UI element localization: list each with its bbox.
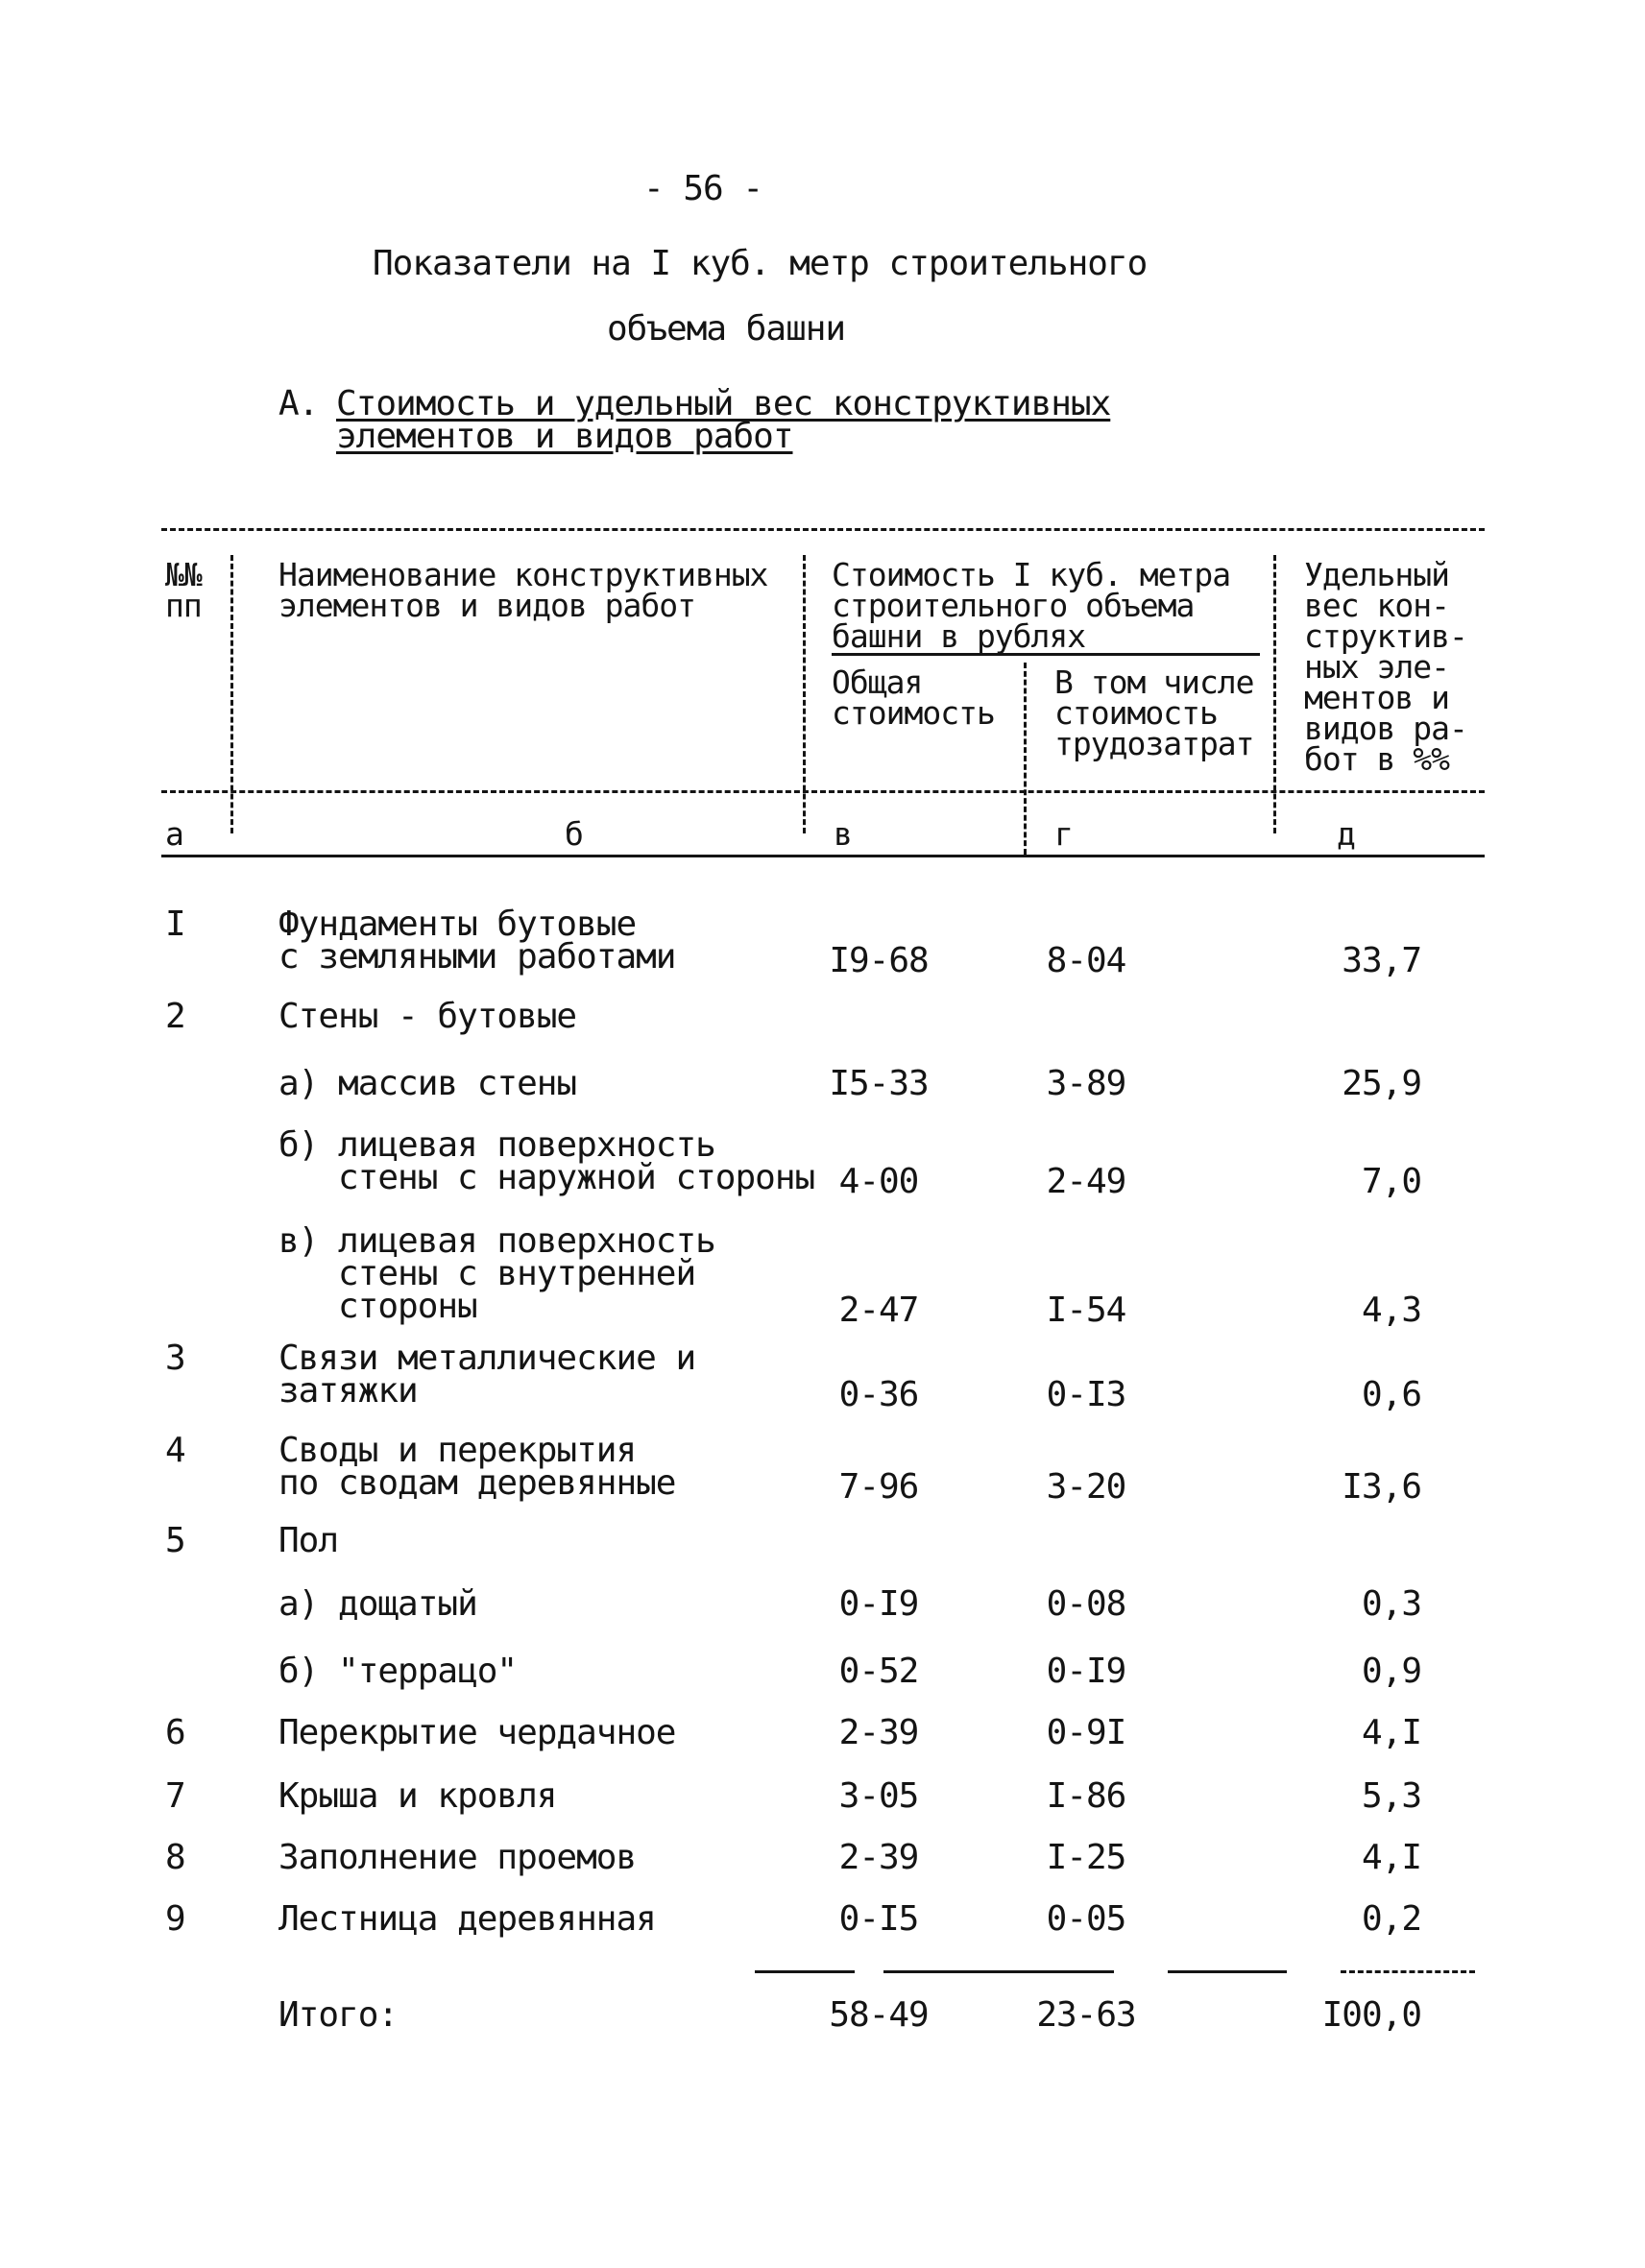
row-number: 4 bbox=[165, 1431, 185, 1470]
header-labor-line-3: трудозатрат bbox=[1054, 725, 1254, 762]
row-name-line: Фундаменты бутовые bbox=[278, 905, 637, 944]
row-name-line: а) массив стены bbox=[278, 1064, 577, 1103]
section-letter: А. bbox=[278, 384, 319, 423]
row-name-line: в) лицевая поверхность bbox=[278, 1221, 715, 1261]
row-number: 8 bbox=[165, 1838, 185, 1877]
row-name-line: Пол bbox=[278, 1521, 339, 1560]
header-cost-line-1: Стоимость I куб. метра bbox=[832, 556, 1231, 593]
row-number: 7 bbox=[165, 1776, 185, 1816]
col-letter-e: д bbox=[1337, 815, 1355, 853]
row-share: 5,3 bbox=[1361, 1776, 1421, 1816]
row-total-cost: I9-68 bbox=[829, 941, 929, 980]
header-num-line-2: пп bbox=[165, 587, 202, 624]
header-share-line-7: бот в %% bbox=[1304, 740, 1449, 778]
row-total-cost: 2-47 bbox=[838, 1291, 919, 1330]
row-share: 7,0 bbox=[1361, 1162, 1421, 1201]
totals-share: I00,0 bbox=[1321, 1995, 1421, 2035]
row-total-cost: 4-00 bbox=[838, 1162, 919, 1201]
col-letter-b: б bbox=[565, 815, 583, 853]
row-name-line: а) дощатый bbox=[278, 1584, 477, 1624]
header-bottom-rule bbox=[161, 790, 1485, 793]
row-labor-cost: 0-I3 bbox=[1046, 1375, 1126, 1414]
row-labor-cost: I-54 bbox=[1046, 1291, 1126, 1330]
row-total-cost: 2-39 bbox=[838, 1713, 919, 1752]
header-share-line-5: ментов и bbox=[1304, 679, 1449, 716]
row-share: I3,6 bbox=[1342, 1467, 1421, 1507]
row-number: 3 bbox=[165, 1339, 185, 1378]
row-labor-cost: 0-05 bbox=[1046, 1899, 1126, 1939]
separator-1 bbox=[230, 555, 233, 833]
row-total-cost: 2-39 bbox=[838, 1838, 919, 1877]
header-share-line-6: видов ра- bbox=[1304, 710, 1467, 747]
row-labor-cost: 8-04 bbox=[1046, 941, 1126, 980]
page-title-line-1: Показатели на I куб. метр строительного bbox=[373, 244, 1148, 283]
header-total-line-1: Общая bbox=[832, 664, 923, 701]
row-number: 9 bbox=[165, 1899, 185, 1939]
row-name-line: стены с внутренней bbox=[338, 1254, 696, 1293]
col-letter-a: а bbox=[165, 815, 183, 853]
row-share: 0,9 bbox=[1361, 1652, 1421, 1691]
row-labor-cost: 3-20 bbox=[1046, 1467, 1126, 1507]
row-number: 5 bbox=[165, 1521, 185, 1560]
row-share: 0,6 bbox=[1361, 1375, 1421, 1414]
row-total-cost: I5-33 bbox=[829, 1064, 929, 1103]
row-share: 4,I bbox=[1361, 1838, 1421, 1877]
header-labor-line-1: В том числе bbox=[1054, 664, 1254, 701]
row-number: 6 bbox=[165, 1713, 185, 1752]
totals-rule-labor-2 bbox=[1168, 1970, 1287, 1973]
row-labor-cost: I-25 bbox=[1046, 1838, 1126, 1877]
totals-labor-cost: 23-63 bbox=[1036, 1995, 1136, 2035]
header-total-line-2: стоимость bbox=[832, 694, 995, 732]
separator-4 bbox=[1273, 555, 1276, 833]
header-num-line-1: №№ bbox=[165, 556, 202, 593]
row-number: 2 bbox=[165, 997, 185, 1036]
row-name-line: б) "террацо" bbox=[278, 1652, 518, 1691]
row-name-line: стены с наружной стороны bbox=[338, 1158, 815, 1197]
row-name-line: по сводам деревянные bbox=[278, 1463, 676, 1503]
header-cost-line-2: строительного объема bbox=[832, 587, 1195, 624]
row-total-cost: 0-52 bbox=[838, 1652, 919, 1691]
row-share: 4,I bbox=[1361, 1713, 1421, 1752]
row-name-line: затяжки bbox=[278, 1371, 418, 1411]
row-name-line: б) лицевая поверхность bbox=[278, 1125, 715, 1165]
row-name-line: Лестница деревянная bbox=[278, 1899, 656, 1939]
row-share: 0,3 bbox=[1361, 1584, 1421, 1624]
separator-3 bbox=[1024, 663, 1027, 855]
row-labor-cost: 0-9I bbox=[1046, 1713, 1126, 1752]
row-labor-cost: 2-49 bbox=[1046, 1162, 1126, 1201]
row-total-cost: 0-I9 bbox=[838, 1584, 919, 1624]
row-labor-cost: 3-89 bbox=[1046, 1064, 1126, 1103]
totals-rule-labor bbox=[883, 1970, 1114, 1973]
row-total-cost: 3-05 bbox=[838, 1776, 919, 1816]
section-title-line-1: Стоимость и удельный вес конструктивных bbox=[336, 384, 1111, 423]
row-labor-cost: 0-08 bbox=[1046, 1584, 1126, 1624]
row-share: 33,7 bbox=[1342, 941, 1421, 980]
header-share-line-3: структив- bbox=[1304, 617, 1467, 655]
header-labor-line-2: стоимость bbox=[1054, 694, 1218, 732]
totals-label: Итого: bbox=[278, 1995, 399, 2035]
section-title-line-2: элементов и видов работ bbox=[336, 417, 793, 456]
table-top-rule bbox=[161, 528, 1485, 531]
col-letter-d: г bbox=[1054, 815, 1073, 853]
totals-rule-share bbox=[1341, 1970, 1475, 1973]
col-letter-c: в bbox=[834, 815, 852, 853]
header-share-line-1: Удельный bbox=[1304, 556, 1449, 593]
row-name-line: Стены - бутовые bbox=[278, 997, 577, 1036]
row-labor-cost: 0-I9 bbox=[1046, 1652, 1126, 1691]
page-title-line-2: объема башни bbox=[607, 309, 846, 349]
row-share: 4,3 bbox=[1361, 1291, 1421, 1330]
totals-total-cost: 58-49 bbox=[829, 1995, 929, 2035]
row-share: 25,9 bbox=[1342, 1064, 1421, 1103]
row-number: I bbox=[165, 905, 185, 944]
row-name-line: Заполнение проемов bbox=[278, 1838, 637, 1877]
header-name-line-2: элементов и видов работ bbox=[278, 587, 695, 624]
header-name-line-1: Наименование конструктивных bbox=[278, 556, 768, 593]
row-total-cost: 0-36 bbox=[838, 1375, 919, 1414]
column-letter-rule bbox=[161, 855, 1485, 857]
row-name-line: Крыша и кровля bbox=[278, 1776, 557, 1816]
row-name-line: с земляными работами bbox=[278, 937, 676, 977]
row-total-cost: 7-96 bbox=[838, 1467, 919, 1507]
totals-rule-total bbox=[755, 1970, 855, 1973]
row-name-line: Своды и перекрытия bbox=[278, 1431, 637, 1470]
header-share-line-2: вес кон- bbox=[1304, 587, 1449, 624]
row-name-line: стороны bbox=[338, 1287, 477, 1326]
header-share-line-4: ных эле- bbox=[1304, 648, 1449, 686]
row-total-cost: 0-I5 bbox=[838, 1899, 919, 1939]
row-share: 0,2 bbox=[1361, 1899, 1421, 1939]
row-name-line: Перекрытие чердачное bbox=[278, 1713, 676, 1752]
row-name-line: Связи металлические и bbox=[278, 1339, 696, 1378]
row-labor-cost: I-86 bbox=[1046, 1776, 1126, 1816]
header-cost-line-3: башни в рублях bbox=[832, 617, 1086, 655]
page-number: - 56 - bbox=[643, 169, 763, 208]
separator-2 bbox=[803, 555, 806, 833]
